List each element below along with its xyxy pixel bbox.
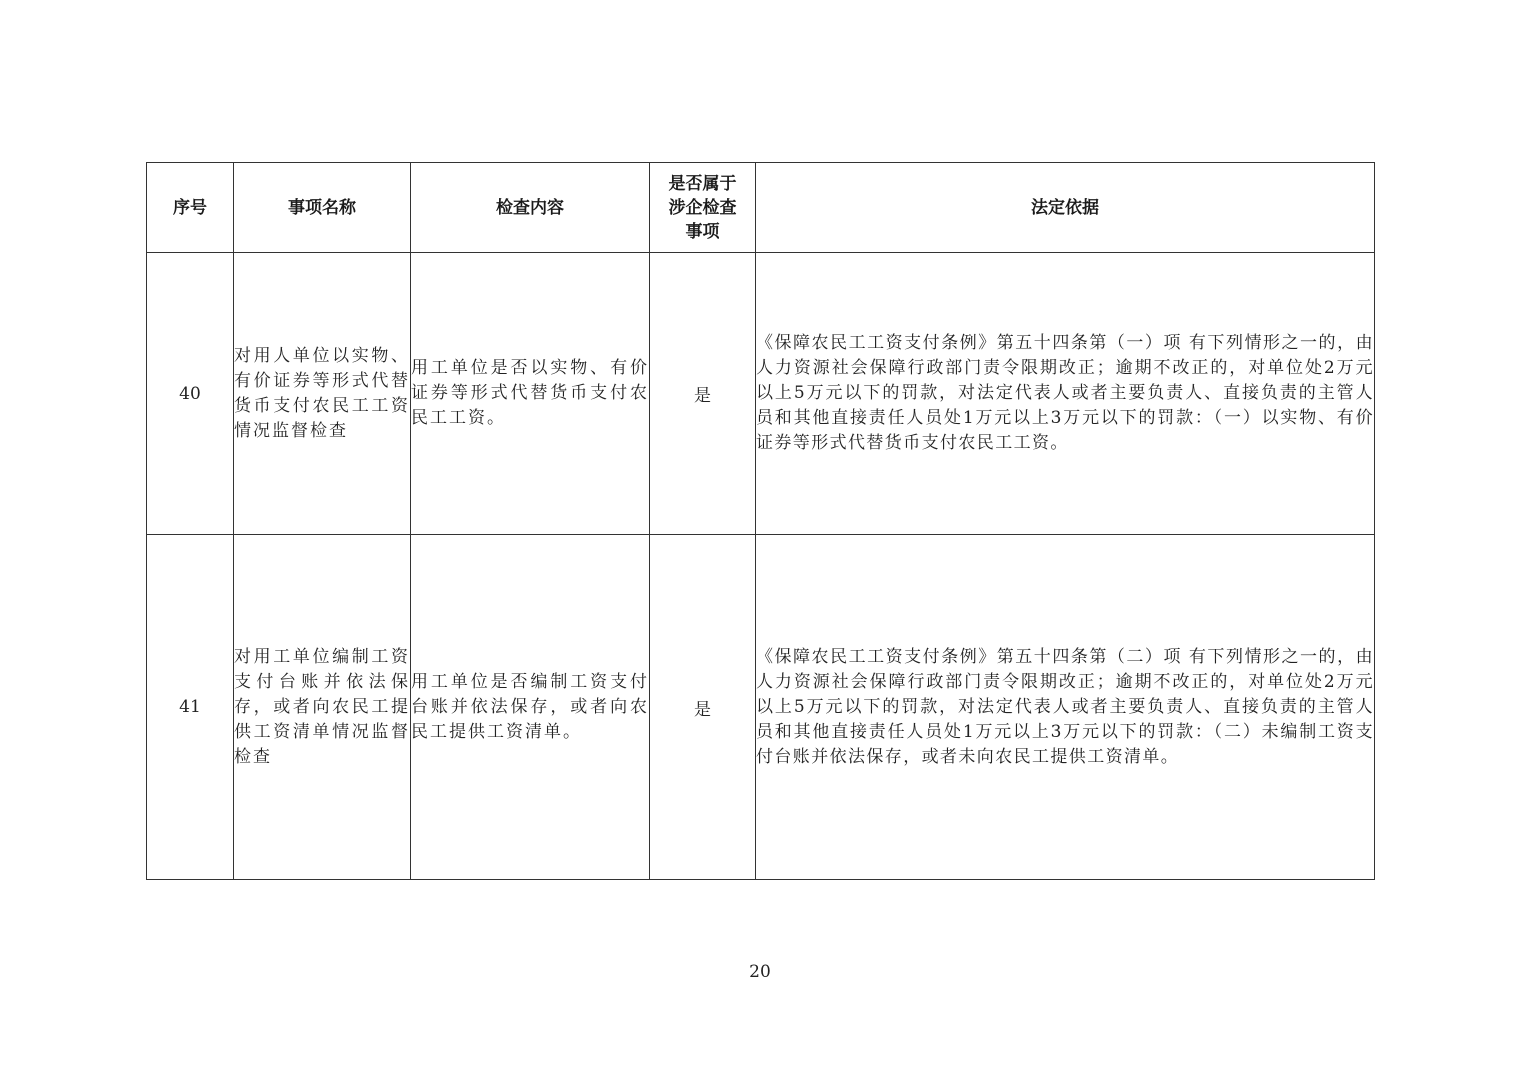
header-legal-basis: 法定依据 [756, 163, 1375, 253]
cell-serial-number: 40 [147, 253, 234, 535]
cell-inspection-content: 用工单位是否编制工资支付台账并依法保存，或者向农民工提供工资清单。 [411, 535, 650, 880]
header-is-enterprise-inspection [650, 163, 756, 253]
table-row [147, 253, 1375, 535]
table-header-row [147, 163, 1375, 253]
cell-is-enterprise-inspection: 是 [650, 253, 756, 535]
cell-serial-number: 41 [147, 535, 234, 880]
header-serial-number: 序号 [147, 163, 234, 253]
header-is-enterprise-line-1: 是否属于 [668, 173, 737, 194]
page-number: 20 [749, 962, 771, 982]
inspection-items-table [146, 162, 1375, 880]
cell-legal-basis: 《保障农民工工资支付条例》第五十四条第（二）项 有下列情形之一的，由人力资源社会保障行政部门责令限期改正；逾期不改正的，对单位处2万元以上5万元以下的罚款，对法定代表人或者主要负责人、直接负责的主管人员和其他直接责任人员处1万元以上3万元以下的罚款：（二）未编制工资支付台账并依法保存，或者未向农民工提供工资清单。 [756, 535, 1375, 880]
header-item-name: 事项名称 [234, 163, 411, 253]
table-row [147, 535, 1375, 880]
cell-item-name: 对用工单位编制工资支付台账并依法保存，或者向农民工提供工资清单情况监督检查 [234, 535, 411, 880]
cell-legal-basis: 《保障农民工工资支付条例》第五十四条第（一）项 有下列情形之一的，由人力资源社会保障行政部门责令限期改正；逾期不改正的，对单位处2万元以上5万元以下的罚款，对法定代表人或者主要负责人、直接负责的主管人员和其他直接责任人员处1万元以上3万元以下的罚款：（一）以实物、有价证券等形式代替货币支付农民工工资。 [756, 253, 1375, 535]
cell-item-name: 对用人单位以实物、有价证券等形式代替货币支付农民工工资情况监督检查 [234, 253, 411, 535]
header-inspection-content: 检查内容 [411, 163, 650, 253]
header-is-enterprise-line-2: 涉企检查 [668, 197, 737, 218]
cell-is-enterprise-inspection: 是 [650, 535, 756, 880]
header-is-enterprise-line-3: 事项 [685, 221, 720, 242]
cell-inspection-content: 用工单位是否以实物、有价证券等形式代替货币支付农民工工资。 [411, 253, 650, 535]
